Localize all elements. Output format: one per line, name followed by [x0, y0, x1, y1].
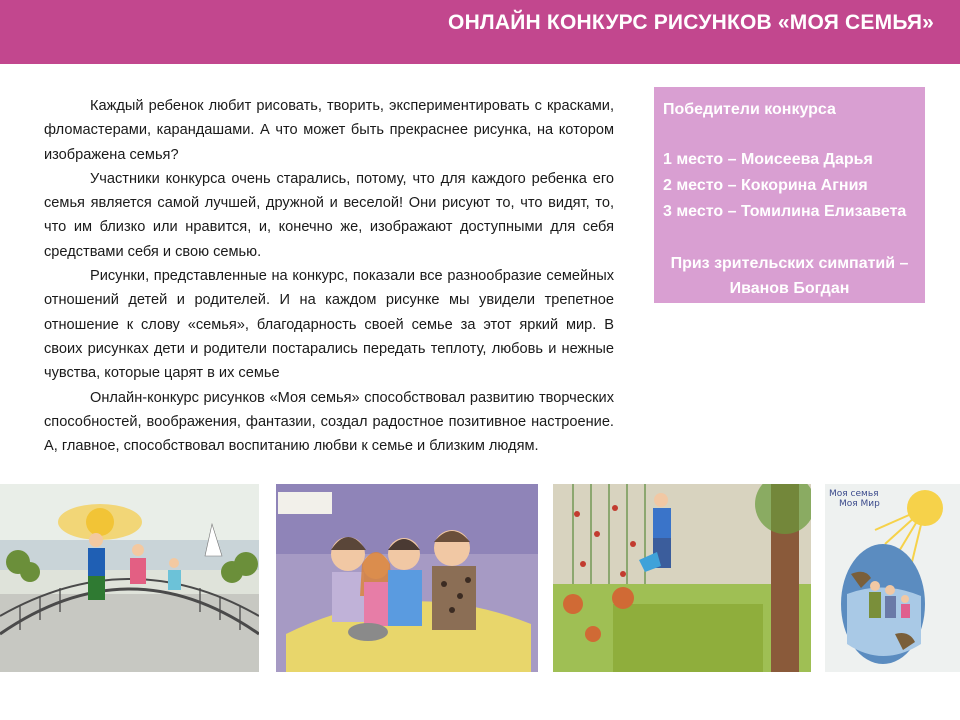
winners-title: Победители конкурса [663, 101, 836, 118]
article-paragraph: Участники конкурса очень старались, потому, что для каждого ребенка его семья является самой лучшей, дружной и веселой! Они рисуют то, что видят, то, что им близко или нравится, и, конечно же, изображают доступными для себя средствами себя и свою семью. [44, 170, 614, 260]
audience-prize-winner: Иванов Богдан [729, 280, 850, 297]
article-paragraph: Онлайн-конкурс рисунков «Моя семья» способствовал развитию творческих способностей, воображения, фантазии, создал радостное позитивное настроение. А, главное, способствовал воспитанию любви к семье и близким людям. [44, 389, 614, 455]
winners-box [654, 87, 925, 303]
drawing-family-portrait [276, 484, 538, 672]
drawing-family-world [825, 484, 960, 672]
article-paragraph: Каждый ребенок любит рисовать, творить, экспериментировать с красками, фломастерами, карандашами. А что может быть прекраснее рисунка, на котором изображена семья? [44, 98, 614, 163]
audience-prize-label: Приз зрительских симпатий – [670, 255, 909, 272]
drawing-caption-line-2: Моя Мир [839, 499, 880, 509]
drawing-caption-line-1: Моя семья [829, 489, 879, 499]
page-title: ОНЛАЙН КОНКУРС РИСУНКОВ «МОЯ СЕМЬЯ» [448, 11, 934, 34]
header-bar [0, 0, 960, 64]
drawing-garden [553, 484, 811, 672]
winner-first-place: 1 место – Моисеева Дарья [663, 151, 873, 168]
audience-prize [654, 251, 925, 301]
article-text [44, 94, 614, 458]
winner-second-place: 2 место – Кокорина Агния [663, 177, 868, 194]
winner-third-place: 3 место – Томилина Елизавета [663, 203, 907, 220]
article-paragraph: Рисунки, представленные на конкурс, показали все разнообразие семейных отношений детей и родителей. И на каждом рисунке мы увидели трепетное отношение к слову «семья», благодарность своей семье за этот яркий мир. В своих рисунках дети и родители постарались передать теплоту, любовь и нежные чувства, которые царят в их семье [44, 268, 614, 382]
drawing-family-on-bridge [0, 484, 259, 672]
